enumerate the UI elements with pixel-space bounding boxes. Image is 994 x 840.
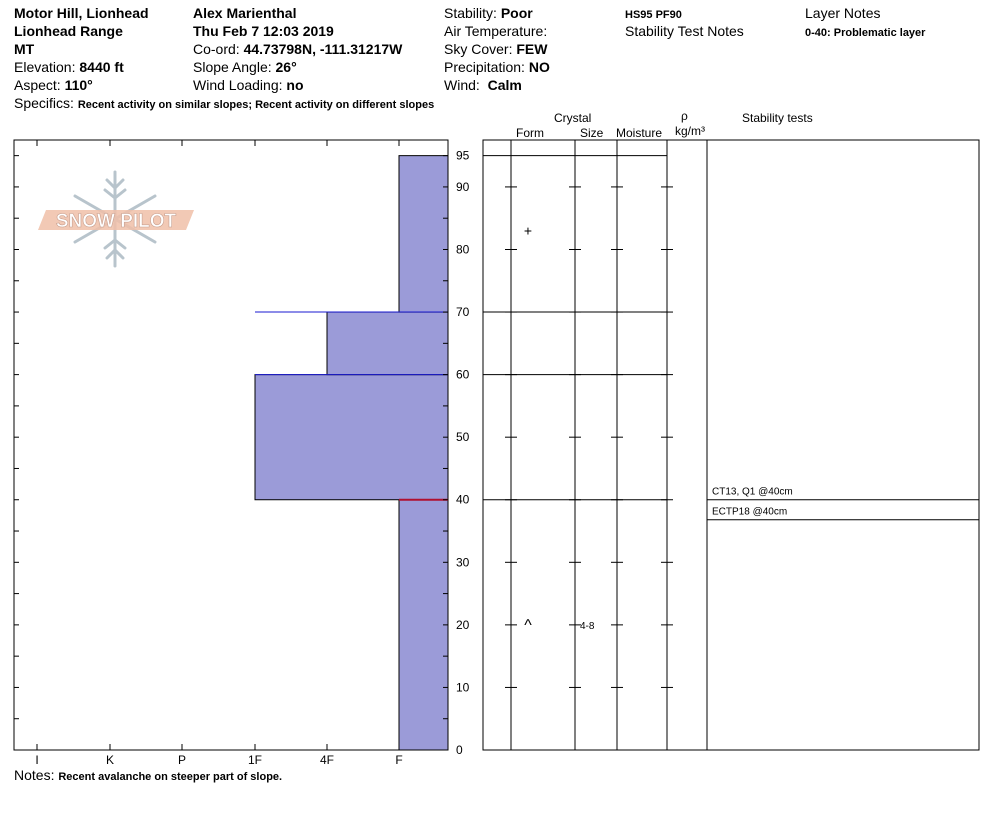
- slope-angle: Slope Angle: 26°: [193, 59, 297, 75]
- hardness-label: F: [395, 753, 403, 767]
- elevation: Elevation: 8440 ft: [14, 59, 124, 75]
- hardness-label: I: [35, 753, 39, 767]
- depth-label: 20: [456, 617, 470, 632]
- datetime: Thu Feb 7 12:03 2019: [193, 23, 334, 39]
- depth-label: 60: [456, 367, 470, 382]
- hardness-bar: [327, 312, 448, 375]
- grid-ticks: [505, 187, 673, 688]
- observer: Alex Marienthal: [193, 5, 297, 21]
- size-heading: Size: [580, 126, 604, 140]
- stability-test-result: ECTP18 @40cm: [712, 506, 788, 518]
- wind: Wind: Calm: [444, 77, 522, 93]
- precipitation: Precipitation: NO: [444, 59, 550, 75]
- stability-test-notes-label: Stability Test Notes: [625, 23, 744, 39]
- stability: Stability: Poor: [444, 5, 533, 21]
- grain-form-symbol: +: [523, 222, 533, 239]
- layer-notes-label: Layer Notes: [805, 5, 881, 21]
- depth-label: 95: [456, 148, 470, 163]
- wind-loading: Wind Loading: no: [193, 77, 304, 93]
- density-unit: kg/m³: [675, 124, 705, 138]
- hardness-bar: [399, 156, 448, 312]
- range-name: Lionhead Range: [14, 23, 123, 39]
- moisture-heading: Moisture: [616, 126, 663, 140]
- depth-axis: [456, 149, 470, 757]
- hs-pf: HS95 PF90: [625, 9, 682, 21]
- crystal-heading: Crystal: [554, 111, 592, 125]
- hardness-bar: [399, 500, 448, 750]
- grain-form-symbol: ^: [524, 616, 532, 634]
- state: MT: [14, 41, 35, 57]
- hardness-label: 1F: [247, 753, 263, 767]
- depth-label: 70: [456, 305, 470, 320]
- depth-label: 0: [456, 743, 463, 757]
- sky-cover: Sky Cover: FEW: [444, 41, 548, 57]
- stability-test-result: CT13, Q1 @40cm: [712, 486, 793, 498]
- depth-label: 50: [456, 430, 470, 445]
- form-heading: Form: [516, 126, 544, 140]
- air-temperature: Air Temperature:: [444, 23, 548, 39]
- depth-label: 90: [456, 179, 470, 194]
- snowpilot-logo: [38, 172, 194, 266]
- aspect: Aspect: 110°: [14, 77, 93, 93]
- specifics: Specifics: Recent activity on similar slopes; Recent activity on different slopes: [14, 95, 435, 111]
- depth-label: 40: [456, 492, 470, 507]
- layer-grid-frame: [483, 140, 979, 750]
- depth-label: 10: [456, 680, 470, 695]
- depth-label: 80: [456, 242, 470, 257]
- location-name: Motor Hill, Lionhead: [14, 5, 149, 21]
- hardness-label: K: [105, 753, 115, 767]
- hardness-bars: [255, 156, 448, 750]
- hardness-label: 4F: [319, 753, 335, 767]
- depth-label: 30: [456, 555, 470, 570]
- stability-test-results: [707, 487, 979, 520]
- hardness-bar: [255, 375, 448, 500]
- coordinates: Co-ord: 44.73798N, -111.31217W: [193, 41, 403, 57]
- logo-text: SNOW PILOT: [55, 211, 177, 232]
- grain-size: 4-8: [580, 620, 595, 632]
- notes: Notes: Recent avalanche on steeper part of slope.: [14, 767, 283, 783]
- hardness-axis: [35, 753, 402, 767]
- grain-forms: [524, 223, 595, 634]
- density-symbol: ρ: [681, 109, 688, 123]
- stability-tests-heading: Stability tests: [742, 111, 813, 125]
- hardness-label: P: [177, 753, 187, 767]
- layer-note: 0-40: Problematic layer: [805, 27, 926, 39]
